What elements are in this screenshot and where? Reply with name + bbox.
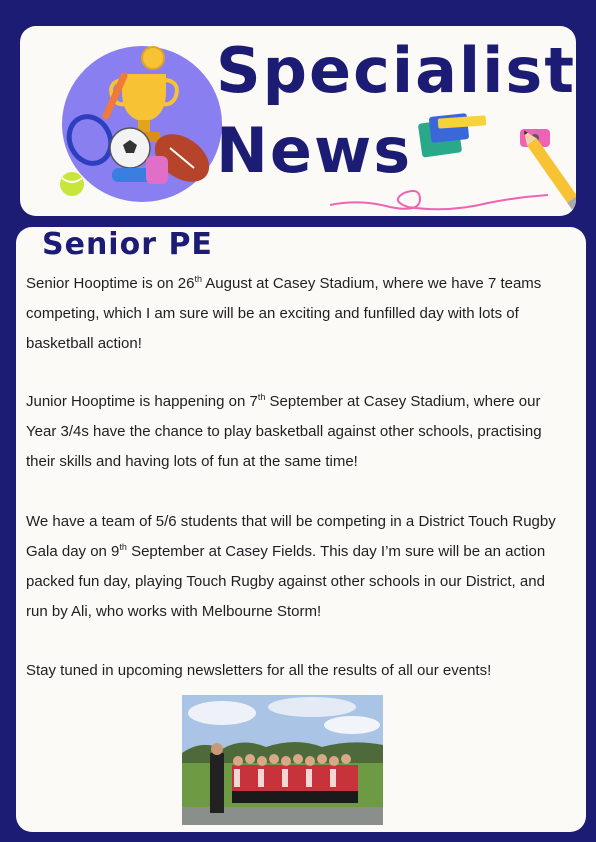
paragraph-touch-rugby: We have a team of 5/6 students that will be competing in a District Touch Rugby Gala day on 9th September at Casey Fields. This day I’m sure will be an action packed fun day, playing Touch Rugby against other schools in our District, and run by Ali, who works with Melbourne Storm! — [26, 513, 556, 620]
paragraph-junior-hooptime: Junior Hooptime is happening on 7th September at Casey Stadium, where our Year 3/4s have the chance to play basketball against other schools, practising their skills and having lots of fun at the same time! — [26, 392, 542, 470]
paragraph-stay-tuned: Stay tuned in upcoming newsletters for all the results of all our events! — [26, 662, 492, 679]
title-line-2: News — [216, 114, 413, 187]
sports-equipment-icon — [50, 36, 230, 208]
content-card — [16, 227, 586, 832]
header-banner — [20, 26, 576, 216]
section-title: Senior PE — [42, 227, 213, 262]
team-photo-image — [182, 695, 383, 825]
stationery-icon — [320, 111, 576, 216]
title-line-1: Specialist — [216, 34, 576, 107]
paragraph-senior-hooptime: Senior Hooptime is on 26th August at Casey Stadium, where we have 7 teams competing, which I am sure will be an exciting and funfilled day with lots of basketball action! — [26, 274, 542, 352]
